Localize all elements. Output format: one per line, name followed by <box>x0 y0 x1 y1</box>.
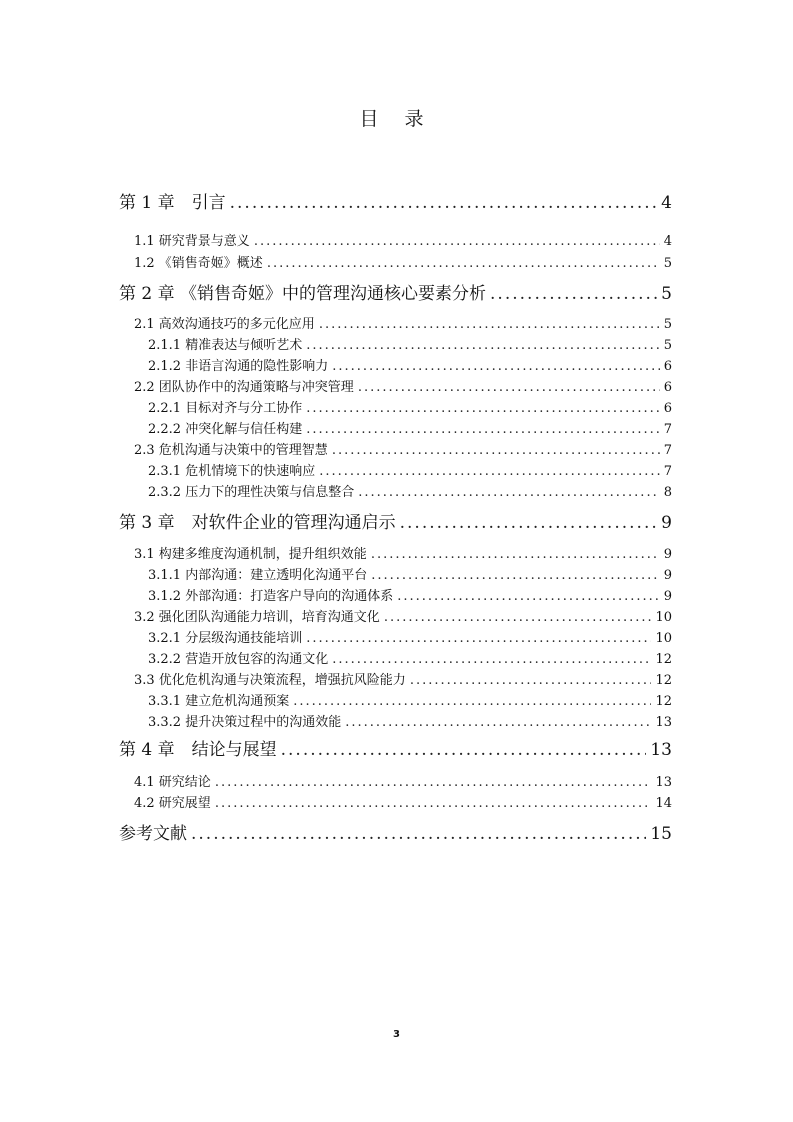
toc-entry-page: 15 <box>650 824 672 844</box>
toc-entry-page: 4 <box>663 234 672 249</box>
toc-entry-page: 9 <box>663 547 672 562</box>
toc-entry[interactable] <box>134 674 672 687</box>
dot-leader <box>267 257 660 270</box>
toc-entry[interactable] <box>134 776 672 789</box>
toc-entry-label: 第 2 章 《销售奇姬》中的管理沟通核心要素分析 <box>119 284 487 304</box>
toc-entry[interactable] <box>148 653 672 666</box>
toc-entry[interactable] <box>148 465 672 478</box>
toc-entry-label: 3.1.2 外部沟通：打造客户导向的沟通体系 <box>148 589 394 604</box>
toc-entry-page: 12 <box>655 673 672 688</box>
toc-entry-page: 4 <box>661 193 672 213</box>
dot-leader <box>332 444 660 457</box>
dot-leader <box>306 423 660 436</box>
toc-entry-label: 3.1.1 内部沟通：建立透明化沟通平台 <box>148 568 368 583</box>
toc-entry[interactable] <box>134 548 672 561</box>
toc-entry[interactable] <box>134 257 672 270</box>
dot-leader <box>306 632 651 645</box>
toc-entry-label: 2.1.1 精准表达与倾听艺术 <box>148 338 303 353</box>
dot-leader <box>215 797 652 810</box>
dot-leader <box>332 360 660 373</box>
toc-entry[interactable] <box>148 695 672 708</box>
dot-leader <box>371 548 660 561</box>
toc-entry-label: 2.3 危机沟通与决策中的管理智慧 <box>134 443 328 458</box>
dot-leader <box>306 402 660 415</box>
toc-entry-label: 3.2.1 分层级沟通技能培训 <box>148 631 303 646</box>
toc-entry-label: 第 4 章 结论与展望 <box>119 740 277 760</box>
toc-entry-page: 6 <box>663 401 672 416</box>
dot-leader <box>281 742 647 759</box>
toc-entry-label: 3.3.1 建立危机沟通预案 <box>148 694 290 709</box>
toc-entry[interactable] <box>134 611 672 624</box>
toc-entry-label: 第 1 章 引言 <box>119 193 226 213</box>
toc-entry[interactable] <box>134 381 672 394</box>
toc-entry[interactable] <box>134 235 672 248</box>
toc-entry[interactable] <box>134 797 672 810</box>
toc-entry[interactable] <box>148 632 672 645</box>
dot-leader <box>490 286 657 303</box>
toc-entry-page: 7 <box>663 422 672 437</box>
dot-leader <box>410 674 652 687</box>
dot-leader <box>306 339 660 352</box>
dot-leader <box>215 776 652 789</box>
toc-entry-page: 5 <box>663 317 672 332</box>
toc-entry-label: 2.2.1 目标对齐与分工协作 <box>148 401 303 416</box>
toc-entry-label: 3.3.2 提升决策过程中的沟通效能 <box>148 715 342 730</box>
dot-leader <box>254 235 660 248</box>
toc-entry-page: 9 <box>663 568 672 583</box>
dot-leader <box>384 611 652 624</box>
dot-leader <box>230 195 658 212</box>
toc-entry[interactable] <box>134 444 672 457</box>
toc-entry-label: 2.1 高效沟通技巧的多元化应用 <box>134 317 315 332</box>
toc-entry[interactable] <box>148 716 672 729</box>
toc-entry[interactable] <box>148 339 672 352</box>
dot-leader <box>332 653 651 666</box>
toc-entry[interactable] <box>119 742 672 759</box>
dot-leader <box>319 318 660 331</box>
dot-leader <box>397 590 660 603</box>
toc-entry-page: 12 <box>655 694 672 709</box>
toc-entry[interactable] <box>119 826 672 843</box>
toc-entry-page: 5 <box>661 284 672 304</box>
dot-leader <box>371 569 660 582</box>
dot-leader <box>293 695 651 708</box>
toc-entry-label: 第 3 章 对软件企业的管理沟通启示 <box>119 513 396 533</box>
toc-entry-label: 3.1 构建多维度沟通机制，提升组织效能 <box>134 547 367 562</box>
toc-entry-label: 3.2 强化团队沟通能力培训，培育沟通文化 <box>134 610 380 625</box>
toc-entry[interactable] <box>119 515 672 532</box>
toc-entry-label: 4.1 研究结论 <box>134 775 211 790</box>
toc-entry-page: 13 <box>655 775 672 790</box>
toc-entry-label: 2.2.2 冲突化解与信任构建 <box>148 422 303 437</box>
toc-entry-label: 4.2 研究展望 <box>134 796 211 811</box>
toc-entry-page: 10 <box>655 610 672 625</box>
toc-entry[interactable] <box>148 423 672 436</box>
toc-entry-page: 14 <box>655 796 672 811</box>
toc-entry[interactable] <box>148 590 672 603</box>
toc-entry-page: 12 <box>655 652 672 667</box>
toc-title: 目 录 <box>359 108 434 130</box>
dot-leader <box>358 381 660 394</box>
toc-entry-page: 6 <box>663 380 672 395</box>
toc-entry-label: 3.3 优化危机沟通与决策流程，增强抗风险能力 <box>134 673 406 688</box>
toc-entry-page: 9 <box>661 513 672 533</box>
dot-leader <box>358 486 660 499</box>
toc-entry[interactable] <box>148 360 672 373</box>
toc-entry-page: 13 <box>650 740 672 760</box>
dot-leader <box>345 716 651 729</box>
toc-entry[interactable] <box>148 569 672 582</box>
toc-entry-label: 2.2 团队协作中的沟通策略与冲突管理 <box>134 380 354 395</box>
page-number: 3 <box>393 1029 400 1040</box>
toc-entry[interactable] <box>119 195 672 212</box>
toc-entry-page: 5 <box>663 338 672 353</box>
toc-entry-page: 10 <box>655 631 672 646</box>
toc-entry[interactable] <box>148 486 672 499</box>
toc-entry-label: 3.2.2 营造开放包容的沟通文化 <box>148 652 329 667</box>
toc-entry[interactable] <box>134 318 672 331</box>
toc-entry-label: 1.2 《销售奇姬》概述 <box>134 256 263 271</box>
toc-entry[interactable] <box>148 402 672 415</box>
toc-entry-label: 2.1.2 非语言沟通的隐性影响力 <box>148 359 329 374</box>
dot-leader <box>400 515 658 532</box>
toc-entry-page: 6 <box>663 359 672 374</box>
toc-entry-page: 7 <box>663 464 672 479</box>
toc-entry-page: 5 <box>663 256 672 271</box>
toc-entry[interactable] <box>119 286 672 303</box>
toc-entry-page: 8 <box>663 485 672 500</box>
dot-leader <box>191 826 646 843</box>
toc-entry-page: 13 <box>655 715 672 730</box>
dot-leader <box>319 465 660 478</box>
toc-entry-page: 9 <box>663 589 672 604</box>
toc-entry-label: 2.3.1 危机情境下的快速响应 <box>148 464 316 479</box>
toc-entry-label: 1.1 研究背景与意义 <box>134 234 250 249</box>
toc-entry-label: 2.3.2 压力下的理性决策与信息整合 <box>148 485 355 500</box>
toc-entry-label: 参考文献 <box>119 824 187 844</box>
toc-entry-page: 7 <box>663 443 672 458</box>
